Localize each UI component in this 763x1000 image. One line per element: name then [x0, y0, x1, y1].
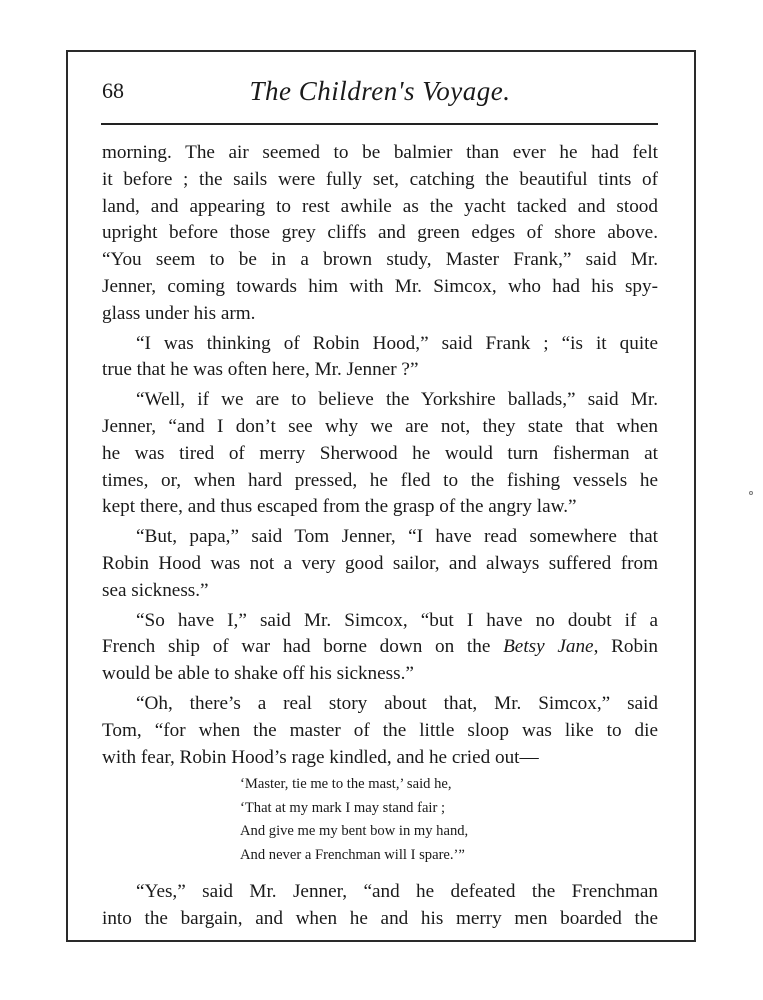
- page-number: 68: [102, 78, 124, 103]
- text-line: glass under his arm.: [102, 302, 256, 324]
- ballad-quote: [102, 773, 658, 867]
- text-line: “Oh, there’s a real story about that, Mr. Simcox,” said: [136, 692, 658, 714]
- text-line: he was tired of merry Sherwood he would turn fisherman at: [102, 442, 658, 464]
- text-line: “Yes,” said Mr. Jenner, “and he defeated the Frenchman: [136, 881, 658, 903]
- text-line: Jenner, coming towards him with Mr. Simcox, who had his spy-: [102, 275, 658, 297]
- text-line: Jenner, “and I don’t see why we are not, they state that when: [102, 415, 658, 437]
- text-segment: French ship of war had borne down on the: [102, 636, 504, 658]
- text-line: morning. The air seemed to be balmier than ever he had felt: [102, 142, 658, 163]
- text-line: Robin Hood was not a very good sailor, and always suffered from: [102, 552, 658, 574]
- poem-line: ‘Master, tie me to the mast,’ said he,: [240, 776, 452, 793]
- text-line: “But, papa,” said Tom Jenner, “I have read somewhere that: [136, 526, 658, 548]
- text-line: Tom, “for when the master of the little sloop was like to die: [102, 719, 658, 741]
- text-line: [102, 634, 658, 661]
- text-line: land, and appearing to rest awhile as the yacht tacked and stood: [102, 195, 658, 217]
- paper-speck: [749, 491, 753, 495]
- poem-line: And never a Frenchman will I spare.’”: [240, 846, 465, 863]
- page-header: [102, 76, 658, 116]
- text-line: “You seem to be in a brown study, Master Frank,” said Mr.: [102, 249, 658, 271]
- text-line: sea sickness.”: [102, 579, 209, 601]
- text-segment: , Robin: [593, 636, 658, 658]
- ship-name: Betsy Jane: [503, 636, 594, 658]
- poem-line: ‘That at my mark I may stand fair ;: [240, 799, 446, 816]
- text-line: upright before those grey cliffs and green edges of shore above.: [102, 222, 658, 244]
- text-line: “I was thinking of Robin Hood,” said Frank ; “is it quite: [136, 332, 658, 354]
- header-rule: [101, 123, 658, 125]
- text-line: times, or, when hard pressed, he fled to the fishing vessels he: [102, 469, 658, 491]
- running-title: The Children's Voyage.: [249, 76, 511, 106]
- text-line: it before ; the sails were fully set, catching the beautiful tints of: [102, 168, 658, 190]
- text-line: into the bargain, and when he and his merry men boarded the: [102, 908, 658, 930]
- text-line: true that he was often here, Mr. Jenner ?”: [102, 359, 419, 381]
- text-line: would be able to shake off his sickness.”: [102, 663, 414, 685]
- text-line: “Well, if we are to believe the Yorkshire ballads,” said Mr.: [136, 389, 658, 411]
- page-text: [102, 140, 658, 933]
- text-line: with fear, Robin Hood’s rage kindled, and he cried out—: [102, 746, 539, 768]
- text-line: “So have I,” said Mr. Simcox, “but I have no doubt if a: [136, 609, 658, 631]
- text-line: kept there, and thus escaped from the grasp of the angry law.”: [102, 496, 577, 518]
- poem-line: And give me my bent bow in my hand,: [240, 823, 469, 840]
